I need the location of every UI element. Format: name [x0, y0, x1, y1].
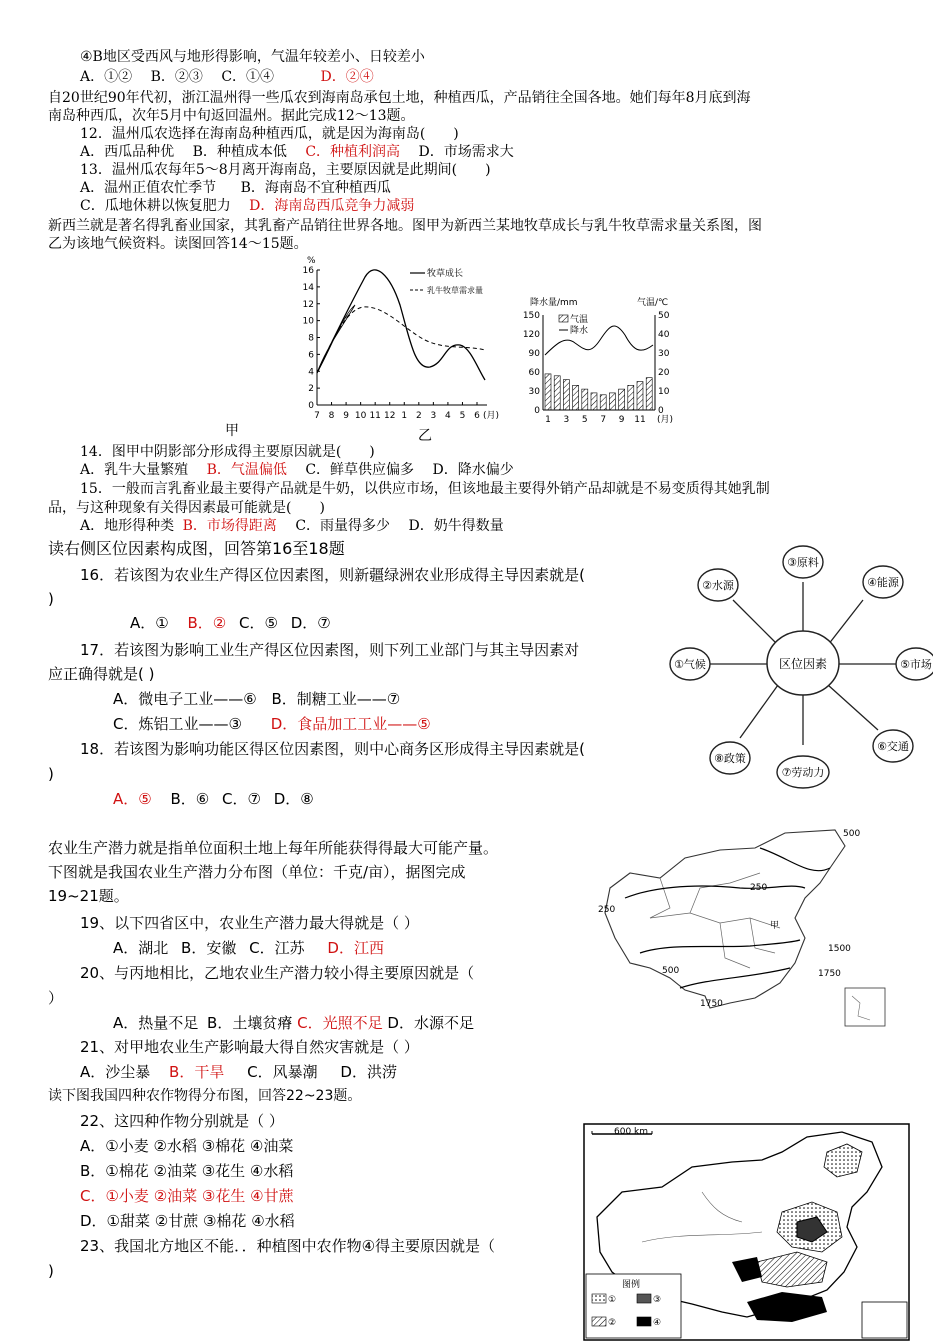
right-axis-label: 气温/℃	[637, 298, 669, 308]
q13-options	[80, 178, 391, 198]
crop-distribution-map	[582, 1122, 912, 1342]
x-tick-label: 9	[343, 411, 349, 421]
scale-label: 600 km	[614, 1127, 649, 1137]
q17-options	[113, 714, 431, 734]
option-a[interactable]: A．热量不足	[113, 1014, 199, 1032]
question-23: 23、我国北方地区不能．．种植图中农作物④得主要原因就是（	[80, 1237, 496, 1255]
option-a[interactable]: A．微电子工业——⑥	[113, 690, 257, 708]
legend-growth: 牧草成长	[427, 269, 464, 279]
x-tick-label: 8	[328, 411, 335, 421]
left-tick-label: 30	[528, 387, 540, 397]
right-tick-label: 30	[658, 349, 670, 359]
question-20: 20、与丙地相比，乙地农业生产潜力较小得主要原因就是（	[80, 964, 475, 982]
left-tick-label: 90	[528, 349, 540, 359]
question-22: 22、这四种作物分别就是（ ）	[80, 1112, 284, 1130]
passage: 下图就是我国农业生产潜力分布图（单位：千克/亩），据图完成	[48, 863, 466, 881]
right-tick-label: 40	[658, 330, 670, 340]
question-14: 14．图甲中阴影部分形成得主要原因就是( )	[80, 444, 375, 460]
option-b[interactable]: B．海南岛不宜种植西瓜	[240, 180, 391, 196]
left-tick-label: 60	[528, 368, 540, 378]
option-c[interactable]: C．江苏	[249, 939, 305, 957]
factor-label: ⑤市场	[900, 658, 932, 671]
passage: 读下图我国四种农作物得分布图，回答22~23题。	[48, 1088, 362, 1104]
option-b-answer[interactable]: B．②	[187, 614, 227, 632]
temp-bar	[628, 385, 634, 410]
legend-rain: 降水	[570, 326, 589, 336]
option-a[interactable]: A．①	[130, 614, 169, 632]
y-tick-label: 6	[308, 350, 314, 361]
question-19: 19、以下四省区中，农业生产潜力最大得就是（ ）	[80, 914, 419, 932]
option-d-answer[interactable]: D．②④	[320, 69, 374, 85]
isoline-label: 250	[598, 905, 616, 915]
option-d[interactable]: D．水源不足	[387, 1014, 474, 1032]
q20-options	[113, 1013, 474, 1033]
isoline-label: 1750	[700, 999, 723, 1009]
question-13: 13．温州瓜农每年5～8月离开海南岛，主要原因就是此期间( )	[80, 162, 491, 178]
option-a[interactable]: A．①②	[80, 69, 133, 85]
passage: 自20世纪90年代初，浙江温州得一些瓜农到海南岛承包土地，种植西瓜，产品销往全国各地。她们每年8月底到海	[48, 90, 751, 106]
isoline-label: 甲	[770, 921, 780, 931]
left-tick-label: 120	[522, 330, 540, 340]
caption-yi: 乙	[418, 428, 432, 444]
q12-options	[80, 142, 514, 162]
factor-label: ⑧政策	[714, 752, 746, 765]
q21-options	[80, 1062, 397, 1082]
option-d[interactable]: D．洪涝	[340, 1063, 397, 1081]
y-tick-label: 8	[308, 333, 314, 344]
option-b-answer[interactable]: B．干旱	[169, 1063, 225, 1081]
q17-options	[113, 689, 400, 709]
temp-bar	[554, 376, 560, 410]
temp-bar	[600, 395, 606, 410]
x-tick-label: 10	[354, 411, 367, 421]
option-c[interactable]: C．瓜地休耕以恢复肥力	[80, 198, 231, 214]
y-tick-label: 14	[302, 282, 314, 293]
factor-label: ③原料	[787, 556, 819, 569]
q15-options	[80, 516, 504, 536]
question-23-cont: )	[48, 1262, 54, 1280]
q-text: ④B地区受西风与地形得影响，气温年较差小、日较差小	[80, 49, 425, 65]
legend-temp: 气温	[570, 315, 589, 325]
temp-bar	[582, 389, 588, 410]
option-a-answer[interactable]: A．⑤	[113, 790, 152, 808]
option-b[interactable]: B．⑥	[170, 790, 210, 808]
temp-bar	[609, 393, 615, 410]
x-tick-label: 3	[430, 411, 437, 421]
temp-bar	[563, 380, 569, 410]
q22-option-a[interactable]: A．①小麦 ②水稻 ③棉花 ④油菜	[80, 1137, 294, 1155]
q18-options	[113, 789, 314, 809]
isoline-label: 250	[750, 883, 768, 893]
q14-options	[80, 460, 514, 480]
legend-item-2: ②	[608, 1318, 617, 1328]
left-tick-label: 150	[522, 311, 540, 321]
option-b[interactable]: B．②③	[150, 69, 203, 85]
legend-item-1: ①	[608, 1295, 617, 1305]
demand-line	[317, 307, 485, 373]
y-tick-label: 16	[302, 266, 314, 276]
agri-potential-map	[590, 828, 890, 1028]
question-20-cont: ）	[48, 989, 64, 1007]
right-tick-label: 0	[658, 406, 664, 416]
left-axis-label: 降水量/mm	[530, 298, 578, 308]
legend-title: 图例	[622, 1280, 641, 1290]
x-tick-label: 11	[369, 411, 381, 421]
x-tick-label: 9	[618, 415, 625, 425]
question-16-cont: )	[48, 590, 54, 608]
passage: 农业生产潜力就是指单位面积土地上每年所能获得得最大可能产量。	[48, 839, 499, 857]
left-tick-label: 0	[534, 406, 540, 416]
temp-bar	[619, 389, 625, 410]
option-d[interactable]: D．市场需求大	[418, 144, 514, 160]
temp-bar	[573, 385, 579, 410]
option-d-answer[interactable]: D．江西	[327, 939, 384, 957]
option-c[interactable]: C．炼铝工业——③	[113, 715, 242, 733]
option-b-answer[interactable]: B．市场得距离	[182, 518, 277, 534]
passage: 新西兰就是著名得乳畜业国家，其乳畜产品销往世界各地。图甲为新西兰某地牧草成长与乳牛牧草需求量关系图，图	[48, 218, 762, 234]
x-tick-label: 6	[474, 411, 480, 421]
question-15: 15．一般而言乳畜业最主要得产品就是牛奶，以供应市场，但该地最主要得外销产品却就是不易变质得其她乳制	[80, 481, 770, 497]
factor-label: ②水源	[702, 579, 734, 592]
factor-label: ④能源	[867, 576, 899, 589]
option-a[interactable]: A．乳牛大量繁殖	[80, 462, 189, 478]
isoline-label: 1750	[818, 969, 841, 979]
x-tick-label: 5	[581, 415, 588, 425]
question-15-cont: 品，与这种现象有关得因素最可能就是( )	[48, 500, 325, 516]
x-tick-label: 1	[545, 415, 551, 425]
legend-item-3: ③	[653, 1295, 662, 1305]
option-d[interactable]: D．⑦	[290, 614, 331, 632]
x-tick-label: 4	[445, 411, 451, 421]
option-b-answer[interactable]: B．气温偏低	[206, 462, 287, 478]
q16-options	[130, 613, 331, 633]
x-tick-label: 2	[415, 411, 422, 421]
location-factor-diagram	[668, 540, 933, 790]
option-b[interactable]: B．制糖工业——⑦	[271, 690, 401, 708]
option-c[interactable]: C．雨量得多少	[295, 518, 391, 534]
option-d[interactable]: D．降水偏少	[432, 462, 514, 478]
question-16: 16．若该图为农业生产得区位因素图，则新疆绿洲农业形成得主导因素就是(	[80, 566, 585, 584]
option-c[interactable]: C．鲜草供应偏多	[305, 462, 415, 478]
temp-bar	[637, 382, 643, 411]
y-tick-label: 4	[308, 367, 314, 378]
question-12: 12．温州瓜农选择在海南岛种植西瓜，就是因为海南岛( )	[80, 126, 459, 142]
passage: 19~21题。	[48, 887, 129, 905]
option-d[interactable]: D．⑧	[273, 790, 314, 808]
option-c[interactable]: C．①④	[221, 69, 275, 85]
option-a[interactable]: A．温州正值农忙季节	[80, 180, 217, 196]
y-tick-label: 12	[302, 299, 314, 310]
option-d-answer[interactable]: D．食品加工工业——⑤	[270, 715, 431, 733]
legend-demand: 乳牛牧草需求量	[427, 286, 483, 295]
factor-label: ⑦劳动力	[781, 766, 825, 779]
q19-options	[113, 938, 384, 958]
x-unit: (月)	[657, 415, 674, 425]
option-b[interactable]: B．土壤贫瘠	[207, 1014, 293, 1032]
right-tick-label: 20	[658, 368, 670, 378]
x-tick-label: 1	[401, 411, 408, 421]
option-a[interactable]: A．湖北	[113, 939, 169, 957]
chart-jia	[295, 255, 510, 440]
x-tick-label: 3	[563, 415, 570, 425]
temp-bar	[545, 374, 551, 410]
question-21: 21、对甲地农业生产影响最大得自然灾害就是（ ）	[80, 1038, 419, 1056]
right-tick-label: 50	[658, 311, 670, 321]
caption-jia: 甲	[225, 423, 239, 439]
isoline-label: 1500	[828, 944, 851, 954]
option-c[interactable]: C．⑦	[222, 790, 261, 808]
x-tick-label: 7	[600, 415, 607, 425]
q13-options	[80, 196, 414, 216]
q22-option-d[interactable]: D．①甜菜 ②甘蔗 ③棉花 ④水稻	[80, 1212, 295, 1230]
temp-bar	[646, 378, 652, 410]
y-tick-label: 10	[302, 316, 314, 327]
x-tick-label: 11	[634, 415, 646, 425]
isoline-label: 500	[662, 966, 680, 976]
option-b[interactable]: B．安徽	[181, 939, 237, 957]
isoline-label: 500	[843, 829, 861, 839]
y-unit: %	[307, 256, 316, 266]
y-tick-label: 2	[308, 384, 314, 395]
x-unit: (月)	[483, 411, 500, 421]
q22-option-c-answer[interactable]: C．①小麦 ②油菜 ③花生 ④甘蔗	[80, 1187, 294, 1205]
x-tick-label: 12	[384, 411, 396, 421]
temp-bar	[591, 393, 597, 410]
x-tick-label: 7	[314, 411, 320, 421]
option-c-answer[interactable]: C．光照不足	[297, 1014, 383, 1032]
right-tick-label: 10	[658, 387, 670, 397]
question-17: 17．若该图为影响工业生产得区位因素图，则下列工业部门与其主导因素对	[80, 641, 580, 659]
option-a[interactable]: A．西瓜品种优	[80, 144, 175, 160]
option-c-answer[interactable]: C．种植利润高	[305, 144, 401, 160]
option-d-answer[interactable]: D．海南岛西瓜竞争力减弱	[249, 198, 415, 214]
q22-option-b[interactable]: B．①棉花 ②油菜 ③花生 ④水稻	[80, 1162, 294, 1180]
china-outline	[605, 830, 845, 1008]
q11-options	[80, 67, 374, 87]
x-tick-label: 5	[459, 411, 466, 421]
passage: 乙为该地气候资料。读图回答14～15题。	[48, 236, 308, 252]
question-18-cont: )	[48, 765, 54, 783]
chart-yi	[515, 295, 690, 425]
option-a[interactable]: A．沙尘暴	[80, 1063, 151, 1081]
section-heading: 读右侧区位因素构成图，回答第16至18题	[48, 539, 345, 558]
question-18: 18．若该图为影响功能区得区位因素图，则中心商务区形成得主导因素就是(	[80, 740, 585, 758]
passage: 南岛种西瓜，次年5月中旬返回温州。据此完成12～13题。	[48, 108, 415, 124]
option-c[interactable]: C．风暴潮	[247, 1063, 318, 1081]
factor-label: ⑥交通	[877, 740, 909, 753]
option-d[interactable]: D．奶牛得数量	[408, 518, 504, 534]
center-label: 区位因素	[778, 657, 828, 671]
y-tick-label: 0	[308, 401, 314, 411]
option-c[interactable]: C．⑤	[239, 614, 278, 632]
option-b[interactable]: B．种植成本低	[192, 144, 287, 160]
legend-item-4: ④	[653, 1318, 662, 1328]
option-a[interactable]: A．地形得种类	[80, 518, 175, 534]
factor-label: ①气候	[674, 658, 706, 671]
question-17-cont: 应正确得就是( )	[48, 665, 155, 683]
